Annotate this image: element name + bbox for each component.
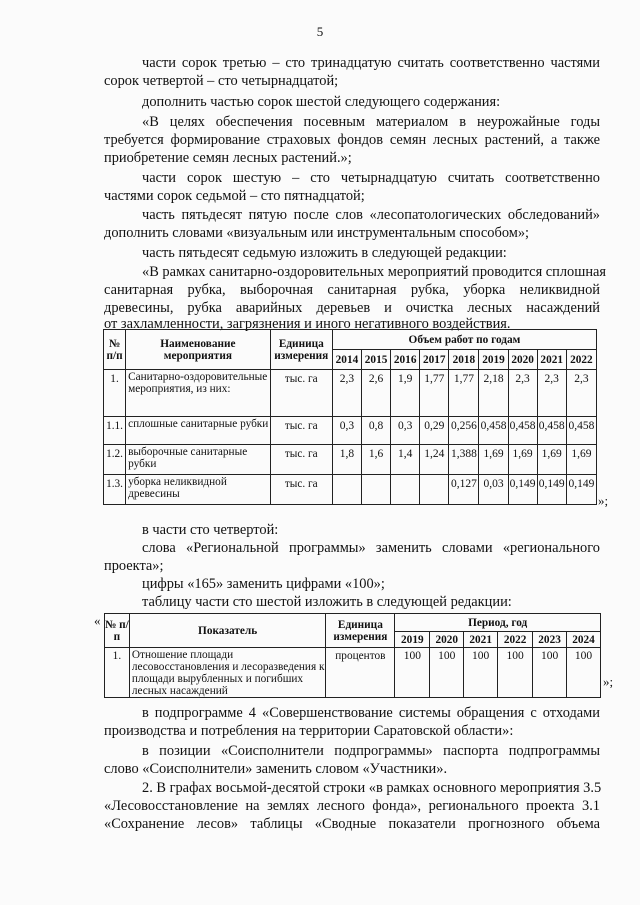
value-cell: 2,18 [479,370,508,417]
value-cell [391,475,420,505]
paragraph-line: требуется формирование страховых фондов семян лесных растений, а также [104,132,600,148]
paragraph-line: в подпрограмме 4 «Совершенствование системы обращения с отходами [142,705,600,721]
row-unit: тыс. га [270,445,332,475]
paragraph-line: сорок четвертой – сто четырнадцатой; [104,73,339,89]
paragraph-line: дополнить словами «визуальным или инструментальным способом»; [104,225,530,241]
paragraph-line: «Лесовосстановление на землях лесного фонда», регионального проекта 3.1 [104,798,600,814]
value-cell: 1,69 [537,445,566,475]
value-cell: 2,3 [566,370,596,417]
value-cell: 1,4 [391,445,420,475]
value-cell: 2,3 [332,370,361,417]
reforestation-indicator-table [104,613,601,698]
paragraph-line: древесины, рубка аварийных деревьев и очистка лесных насаждений [104,300,600,316]
year-header: 2020 [508,350,537,370]
value-cell: 0,149 [537,475,566,505]
table-row [105,648,601,698]
year-header: 2015 [362,350,391,370]
paragraph-line: «В рамках санитарно-оздоровительных мероприятий проводится сплошная [142,264,607,280]
value-cell: 1,8 [332,445,361,475]
value-cell: 0,3 [391,417,420,445]
value-cell: 1,24 [420,445,449,475]
year-header: 2016 [391,350,420,370]
row-unit: тыс. га [270,417,332,445]
value-cell: 0,03 [479,475,508,505]
row-unit: процентов [326,648,395,698]
row-name: выборочные санитарные рубки [126,445,271,475]
value-cell: 1,69 [508,445,537,475]
value-cell: 0,3 [332,417,361,445]
value-cell: 1,77 [420,370,449,417]
paragraph-line: часть пятьдесят пятую после слов «лесопатологических обследований» [142,207,600,223]
row-number: 1.2. [104,445,126,475]
paragraph-line: цифры «165» заменить цифрами «100»; [142,576,385,592]
value-cell: 0,458 [566,417,596,445]
paragraph-line: части сорок третью – сто тринадцатую считать соответственно частями [142,55,600,71]
closing-quote: »; [603,674,614,689]
year-header: 2021 [464,632,498,648]
row-number: 1.3. [104,475,126,505]
value-cell: 100 [464,648,498,698]
row-unit: тыс. га [270,370,332,417]
value-cell: 0,29 [420,417,449,445]
column-group-header-period: Период, год [395,614,601,632]
value-cell: 100 [498,648,533,698]
column-header-name: Наименование мероприятия [126,330,271,370]
row-number: 1. [105,648,130,698]
paragraph-line: приобретение семян лесных растений.»; [104,150,352,166]
paragraph-line: от захламленности, загрязнения и иного негативного воздействия. [104,316,511,332]
value-cell: 1,69 [566,445,596,475]
row-number: 1.1. [104,417,126,445]
table-row [104,445,597,475]
value-cell: 1,388 [449,445,479,475]
paragraph-line: производства и потребления на территории Саратовской области»: [104,723,514,739]
year-header: 2023 [533,632,567,648]
value-cell [362,475,391,505]
row-name: Отношение площади лесовосстановления и лесоразведения к площади вырубленных и погибших лесных насаждений [129,648,326,698]
year-header: 2014 [332,350,361,370]
value-cell: 2,3 [508,370,537,417]
value-cell: 100 [430,648,464,698]
value-cell: 0,458 [479,417,508,445]
row-name: уборка неликвидной древесины [126,475,271,505]
paragraph-line: таблицу части сто шестой изложить в следующей редакции: [142,594,512,610]
value-cell: 0,458 [508,417,537,445]
year-header: 2021 [537,350,566,370]
paragraph-line: 2. В графах восьмой-десятой строки «в рамках основного мероприятия 3.5 [142,780,602,796]
column-header-number: № п/п [104,330,126,370]
value-cell: 100 [395,648,430,698]
paragraph-line: в позиции «Соисполнители подпрограммы» паспорта подпрограммы [142,743,600,759]
value-cell: 0,256 [449,417,479,445]
paragraph-line: слово «Соисполнители» заменить словом «Участники». [104,761,448,777]
row-name: сплошные санитарные рубки [126,417,271,445]
value-cell: 0,8 [362,417,391,445]
year-header: 2019 [395,632,430,648]
year-header: 2017 [420,350,449,370]
paragraph-line: части сорок шестую – сто четырнадцатую считать соответственно [142,170,600,186]
page-number: 5 [316,24,324,39]
row-name: Санитарно-оздоровительные мероприятия, из них: [126,370,271,417]
table-row [104,417,597,445]
paragraph-line: санитарная рубка, выборочная санитарная рубка, уборка неликвидной [104,282,600,298]
column-header-number: № п/п [105,614,130,648]
value-cell: 2,3 [537,370,566,417]
value-cell: 100 [533,648,567,698]
paragraph-line: дополнить частью сорок шестой следующего содержания: [142,94,501,110]
paragraph-line: слова «Региональной программы» заменить словами «регионального [142,540,600,556]
column-header-indicator: Показатель [129,614,326,648]
value-cell: 1,9 [391,370,420,417]
column-group-header-volume: Объем работ по годам [332,330,596,350]
paragraph-line: «В целях обеспечения посевным материалом в неурожайные годы [142,114,600,130]
paragraph-line: проекта»; [104,558,164,574]
paragraph-line: часть пятьдесят седьмую изложить в следующей редакции: [142,245,507,261]
paragraph-line: частями сорок седьмой – сто пятнадцатой; [104,188,365,204]
table-row [104,475,597,505]
value-cell: 0,458 [537,417,566,445]
column-header-unit: Единица измерения [270,330,332,370]
year-header: 2020 [430,632,464,648]
year-header: 2018 [449,350,479,370]
closing-quote: »; [598,493,609,508]
value-cell: 1,77 [449,370,479,417]
value-cell [332,475,361,505]
value-cell: 2,6 [362,370,391,417]
column-header-unit: Единица измерения [326,614,395,648]
row-number: 1. [104,370,126,417]
year-header: 2019 [479,350,508,370]
value-cell: 0,149 [566,475,596,505]
paragraph-line: в части сто четвертой: [142,522,279,538]
paragraph-line: «Сохранение лесов» таблицы «Сводные показатели прогнозного объема [104,816,600,832]
value-cell: 1,69 [479,445,508,475]
value-cell: 0,127 [449,475,479,505]
year-header: 2022 [566,350,596,370]
value-cell: 0,149 [508,475,537,505]
value-cell [420,475,449,505]
value-cell: 100 [567,648,601,698]
year-header: 2024 [567,632,601,648]
year-header: 2022 [498,632,533,648]
table-row [104,370,597,417]
opening-quote: « [94,613,101,628]
forest-sanitary-table [103,329,597,505]
row-unit: тыс. га [270,475,332,505]
value-cell: 1,6 [362,445,391,475]
